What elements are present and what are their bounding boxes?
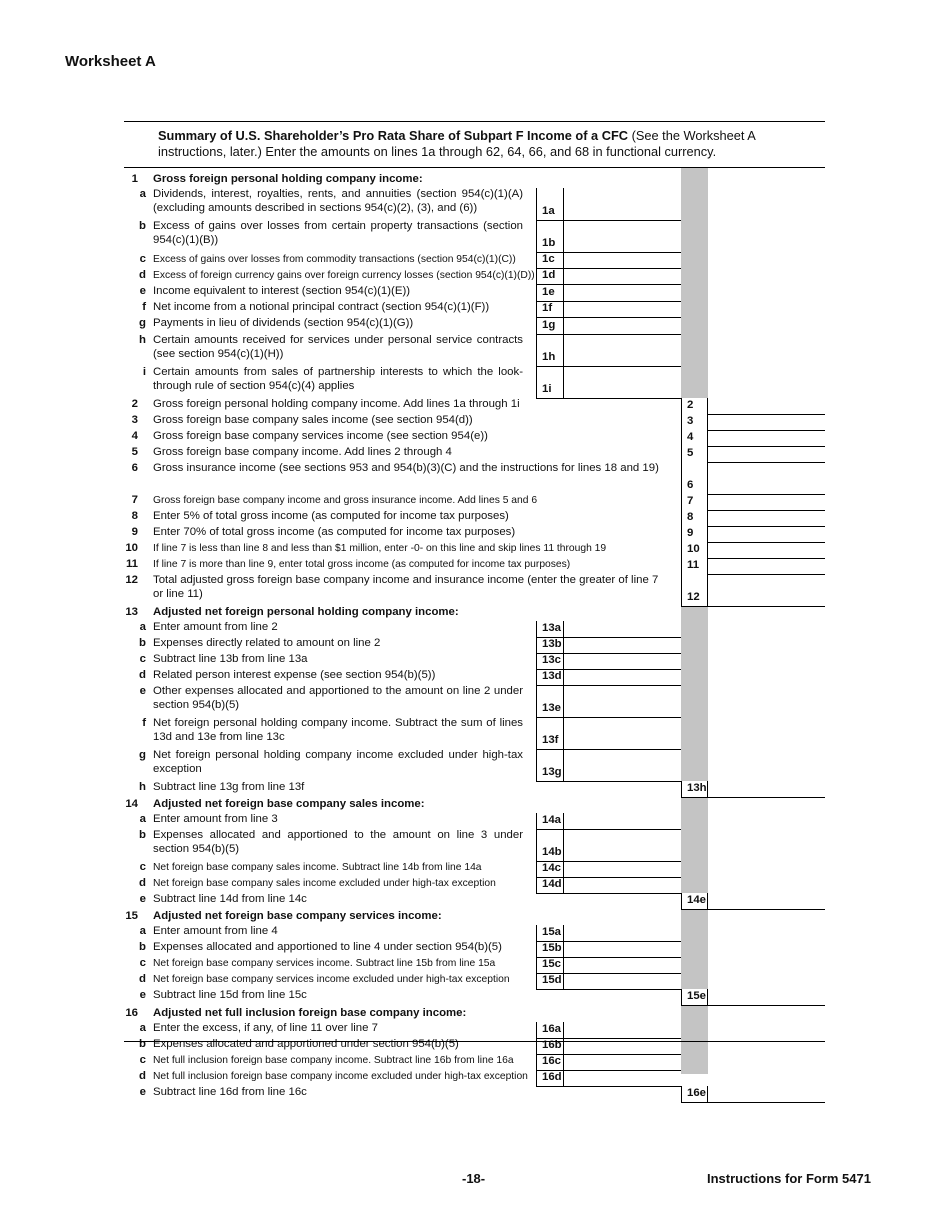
line-letter: c [139, 653, 146, 665]
line-letter: d [139, 669, 146, 681]
box-label-text: 1c [542, 253, 555, 266]
amount-entry-field[interactable] [536, 925, 681, 942]
line-letter: h [139, 781, 146, 793]
line-1h [124, 334, 825, 366]
line-description: Excess of gains over losses from certain property transactions (section 954(c)(1)(B)) [153, 220, 523, 246]
amount-entry-field[interactable] [536, 253, 681, 269]
amount-entry-field[interactable] [536, 973, 681, 990]
box-label-text: 15e [687, 990, 707, 1003]
line-letter: b [139, 637, 146, 649]
line-description: Gross foreign base company income. Add lines 2 through 4 [153, 446, 452, 458]
line-description: Expenses allocated and apportioned under section 954(b)(5) [153, 1038, 459, 1050]
box-label [537, 669, 564, 685]
line-6 [124, 462, 825, 494]
box-label-text: 1b [542, 237, 556, 250]
line-13a [124, 621, 825, 637]
line-15 [124, 910, 825, 924]
line-13c [124, 653, 825, 669]
line-description: Net foreign personal holding company income excluded under high-tax exception [153, 749, 523, 775]
line-letter: a [139, 1022, 146, 1034]
line-description: Payments in lieu of dividends (section 954(c)(1)(G)) [153, 317, 414, 329]
box-label-text: 5 [687, 447, 694, 460]
line-description: Dividends, interest, royalties, rents, and annuities (section 954(c)(1)(A) (excluding amounts described in sections 954(c)(2), (3), and (6)) [153, 188, 523, 214]
box-label [537, 973, 564, 989]
amount-entry-field[interactable] [536, 188, 681, 221]
box-label [537, 1054, 564, 1070]
box-label-text: 14d [542, 878, 562, 891]
line-description: Total adjusted gross foreign base company income and insurance income (enter the greater of line 7 or line 11) [153, 574, 659, 600]
amount-entry-field[interactable] [681, 574, 825, 607]
amount-entry-field[interactable] [681, 430, 825, 447]
line-15c [124, 957, 825, 973]
box-label [537, 861, 564, 877]
amount-entry-field[interactable] [681, 462, 825, 495]
line-16e [124, 1086, 825, 1102]
box-label [537, 637, 564, 653]
box-label [537, 366, 564, 398]
line-letter: e [139, 1086, 146, 1098]
line-description: Net foreign personal holding company income. Subtract the sum of lines 13d and 13e from line 13c [153, 717, 523, 743]
box-label [537, 285, 564, 301]
line-letter: b [139, 1038, 146, 1050]
line-letter: c [139, 861, 146, 873]
line-description: Excess of foreign currency gains over foreign currency losses (section 954(c)(1)(D)) [153, 270, 535, 281]
line-description: Income equivalent to interest (section 954(c)(1)(E)) [153, 285, 411, 297]
amount-entry-field[interactable] [681, 542, 825, 559]
box-label-text: 1i [542, 383, 552, 396]
amount-entry-field[interactable] [681, 893, 825, 910]
box-label [681, 414, 708, 430]
box-label-text: 13b [542, 638, 562, 651]
line-description: Enter the excess, if any, of line 11 over line 7 [153, 1022, 378, 1034]
line-number: 5 [131, 446, 138, 458]
line-description: Expenses allocated and apportioned to line 4 under section 954(b)(5) [153, 941, 502, 953]
box-label [537, 813, 564, 829]
box-label-text: 14c [542, 862, 562, 875]
line-description: Subtract line 14d from line 14c [153, 893, 307, 905]
line-letter: d [139, 973, 146, 985]
amount-entry-field[interactable] [681, 510, 825, 527]
line-description: Expenses directly related to amount on line 2 [153, 637, 381, 649]
box-label [537, 749, 564, 781]
line-number: 13 [125, 606, 138, 618]
line-letter: c [139, 1054, 146, 1066]
line-letter: b [139, 220, 146, 232]
line-13h [124, 781, 825, 797]
line-letter: g [139, 317, 146, 329]
box-label-text: 16a [542, 1023, 562, 1036]
line-1b [124, 220, 825, 252]
line-description: Subtract line 16d from line 16c [153, 1086, 307, 1098]
line-description: Other expenses allocated and apportioned to the amount on line 2 under section 954(b)(5) [153, 685, 523, 711]
line-11 [124, 558, 825, 574]
box-label [537, 941, 564, 957]
line-description: Net foreign base company services income. Subtract line 15b from line 15a [153, 958, 496, 969]
amount-entry-field[interactable] [536, 669, 681, 686]
amount-entry-field[interactable] [681, 398, 825, 415]
amount-entry-field[interactable] [536, 877, 681, 894]
amount-entry-field[interactable] [681, 446, 825, 463]
box-label [537, 717, 564, 749]
amount-entry-field[interactable] [681, 494, 825, 511]
line-13 [124, 606, 825, 620]
line-14e [124, 893, 825, 909]
amount-entry-field[interactable] [681, 414, 825, 431]
line-letter: e [139, 989, 146, 1001]
box-label-text: 1h [542, 351, 556, 364]
line-letter: f [142, 717, 146, 729]
box-label [537, 188, 564, 220]
line-letter: a [139, 621, 146, 633]
line-description: Adjusted net full inclusion foreign base company income: [153, 1007, 467, 1019]
line-letter: b [139, 941, 146, 953]
line-letter: e [139, 285, 146, 297]
line-1g [124, 317, 825, 334]
box-label [537, 301, 564, 317]
box-label [681, 1086, 708, 1102]
box-label-text: 9 [687, 527, 694, 540]
line-description: Net income from a notional principal contract (section 954(c)(1)(F)) [153, 301, 490, 313]
box-label [681, 893, 708, 909]
form-name: Instructions for Form 5471 [707, 1171, 871, 1186]
form-bottom-rule [124, 1041, 825, 1042]
amount-entry-field[interactable] [536, 941, 681, 958]
box-label [681, 574, 708, 606]
box-label-text: 15c [542, 958, 562, 971]
line-description: Gross foreign base company income and gross insurance income. Add lines 5 and 6 [153, 495, 538, 506]
box-label [537, 253, 564, 268]
worksheet-header [124, 121, 825, 168]
line-letter: f [142, 301, 146, 313]
box-label [537, 334, 564, 366]
line-4 [124, 430, 825, 446]
box-label-text: 15b [542, 942, 562, 955]
line-14c [124, 861, 825, 877]
box-label [537, 621, 564, 637]
line-16a [124, 1022, 825, 1038]
box-label [537, 925, 564, 941]
line-14b [124, 829, 825, 861]
line-description: Enter amount from line 4 [153, 925, 278, 937]
box-label [681, 989, 708, 1005]
box-label-text: 4 [687, 431, 694, 444]
line-1f [124, 301, 825, 317]
line-number: 14 [125, 798, 138, 810]
box-label-text: 14a [542, 814, 562, 827]
box-label [537, 877, 564, 893]
line-letter: d [139, 269, 146, 281]
amount-entry-field[interactable] [536, 829, 681, 862]
box-label [537, 269, 564, 284]
box-label-text: 7 [687, 495, 694, 508]
line-letter: i [142, 366, 146, 378]
box-label [537, 1070, 564, 1086]
line-description: Enter amount from line 2 [153, 621, 278, 633]
line-13g [124, 749, 825, 781]
box-label [537, 829, 564, 861]
box-label [681, 398, 708, 414]
line-14d [124, 877, 825, 893]
line-7 [124, 494, 825, 510]
box-label-text: 16d [542, 1071, 562, 1084]
line-13d [124, 669, 825, 685]
box-label-text: 1d [542, 269, 556, 282]
header-instructions: (See the Worksheet A instructions, later.) Enter the amounts on lines 1a through 62, 64, 66, and 68 in functional currency. [158, 128, 756, 159]
amount-entry-field[interactable] [536, 1022, 681, 1039]
box-label-text: 13c [542, 654, 562, 667]
box-label [681, 781, 708, 797]
line-description: Gross foreign base company services income (see section 954(e)) [153, 430, 488, 442]
line-10 [124, 542, 825, 558]
line-1c [124, 253, 825, 268]
line-description: Subtract line 15d from line 15c [153, 989, 307, 1001]
line-number: 3 [131, 414, 138, 426]
amount-entry-field[interactable] [536, 334, 681, 367]
line-1 [124, 173, 825, 187]
line-number: 15 [125, 910, 138, 922]
line-items [124, 168, 825, 1100]
amount-entry-field[interactable] [536, 861, 681, 878]
box-label-text: 13f [542, 734, 559, 747]
line-number: 7 [131, 494, 138, 506]
box-label-text: 13a [542, 622, 562, 635]
box-label-text: 13g [542, 766, 562, 779]
line-number: 1 [131, 173, 138, 185]
line-description: Gross foreign personal holding company income: [153, 173, 423, 185]
line-number: 11 [125, 558, 138, 570]
amount-entry-field[interactable] [681, 1086, 825, 1103]
line-description: Adjusted net foreign base company sales income: [153, 798, 425, 810]
line-description: Excess of gains over losses from commodity transactions (section 954(c)(1)(C)) [153, 254, 516, 265]
line-description: Net foreign base company services income excluded under high-tax exception [153, 974, 510, 985]
amount-entry-field[interactable] [536, 813, 681, 830]
amount-entry-field[interactable] [536, 749, 681, 782]
line-description: Expenses allocated and apportioned to the amount on line 3 under section 954(b)(5) [153, 829, 523, 855]
line-description: Net foreign base company sales income excluded under high-tax exception [153, 878, 496, 889]
amount-entry-field[interactable] [681, 526, 825, 543]
box-label [537, 685, 564, 717]
line-description: Enter 70% of total gross income (as computed for income tax purposes) [153, 526, 516, 538]
worksheet-form [124, 121, 825, 1100]
box-label-text: 16b [542, 1039, 562, 1052]
box-label-text: 13d [542, 670, 562, 683]
line-number: 9 [131, 526, 138, 538]
line-number: 4 [131, 430, 138, 442]
amount-entry-field[interactable] [681, 989, 825, 1006]
line-1d [124, 269, 825, 284]
line-letter: a [139, 188, 146, 200]
line-letter: e [139, 893, 146, 905]
line-letter: c [139, 957, 146, 969]
line-description: Related person interest expense (see section 954(b)(5)) [153, 669, 436, 681]
box-label-text: 15a [542, 926, 562, 939]
line-1a [124, 188, 825, 220]
amount-entry-field[interactable] [536, 1054, 681, 1071]
amount-entry-field[interactable] [536, 1070, 681, 1087]
line-3 [124, 414, 825, 430]
amount-entry-field[interactable] [681, 781, 825, 798]
line-description: Enter amount from line 3 [153, 813, 278, 825]
line-description: Certain amounts from sales of partnership interests to which the look-through rule of section 954(c)(4) applies [153, 366, 523, 392]
line-15d [124, 973, 825, 989]
box-label-text: 15d [542, 974, 562, 987]
line-description: Enter 5% of total gross income (as computed for income tax purposes) [153, 510, 509, 522]
box-label [681, 494, 708, 510]
box-label-text: 16e [687, 1087, 707, 1100]
line-14 [124, 798, 825, 812]
line-14a [124, 813, 825, 829]
box-label-text: 8 [687, 511, 694, 524]
line-description: Gross insurance income (see sections 953 and 954(b)(3)(C) and the instructions for lines 18 and 19) [153, 462, 659, 474]
line-description: Gross foreign base company sales income (see section 954(d)) [153, 414, 473, 426]
box-label-text: 14b [542, 846, 562, 859]
line-number: 8 [131, 510, 138, 522]
amount-entry-field[interactable] [536, 957, 681, 974]
box-label-text: 14e [687, 894, 707, 907]
line-15b [124, 941, 825, 957]
amount-entry-field[interactable] [536, 717, 681, 750]
line-letter: c [139, 253, 146, 265]
amount-entry-field[interactable] [536, 220, 681, 253]
box-label-text: 11 [687, 559, 700, 572]
box-label [681, 510, 708, 526]
amount-entry-field[interactable] [536, 366, 681, 399]
box-label-text: 12 [687, 591, 700, 604]
line-9 [124, 526, 825, 542]
box-label-text: 1f [542, 302, 553, 315]
box-label-text: 1e [542, 286, 555, 299]
box-label-text: 13e [542, 702, 562, 715]
line-8 [124, 510, 825, 526]
header-title: Summary of U.S. Shareholder’s Pro Rata Share of Subpart F Income of a CFC [158, 128, 629, 143]
box-label-text: 16c [542, 1055, 562, 1068]
line-letter: b [139, 829, 146, 841]
line-description: Gross foreign personal holding company income. Add lines 1a through 1i [153, 398, 520, 410]
box-label [681, 446, 708, 462]
box-label-text: 1a [542, 205, 555, 218]
box-label [537, 957, 564, 973]
amount-entry-field[interactable] [536, 317, 681, 335]
box-label-text: 6 [687, 479, 694, 492]
line-description: Certain amounts received for services under personal service contracts (see section 954(c)(1)(H)) [153, 334, 523, 360]
line-1e [124, 285, 825, 301]
line-letter: d [139, 1070, 146, 1082]
line-letter: e [139, 685, 146, 697]
amount-entry-field[interactable] [536, 621, 681, 638]
worksheet-title: Worksheet A [65, 53, 156, 70]
line-number: 12 [125, 574, 138, 586]
line-15e [124, 989, 825, 1005]
page-number: -18- [462, 1171, 486, 1186]
line-5 [124, 446, 825, 462]
line-description: Net full inclusion foreign base company income excluded under high-tax exception [153, 1071, 528, 1082]
amount-entry-field[interactable] [536, 637, 681, 654]
line-description: If line 7 is less than line 8 and less than $1 million, enter -0- on this line and skip lines 11 through 19 [153, 543, 607, 554]
line-letter: h [139, 334, 146, 346]
line-number: 2 [131, 398, 138, 410]
line-16d [124, 1070, 825, 1086]
line-1i [124, 366, 825, 398]
box-label-text: 13h [687, 782, 707, 795]
line-15a [124, 925, 825, 941]
line-12 [124, 574, 825, 606]
line-description: Subtract line 13g from line 13f [153, 781, 305, 793]
box-label [681, 526, 708, 542]
line-13f [124, 717, 825, 749]
line-number: 16 [125, 1007, 138, 1019]
line-description: Net full inclusion foreign base company income. Subtract line 16b from line 16a [153, 1055, 514, 1066]
line-description: Net foreign base company sales income. Subtract line 14b from line 14a [153, 862, 482, 873]
box-label [681, 430, 708, 446]
box-label-text: 1g [542, 319, 556, 332]
box-label [537, 653, 564, 669]
line-2 [124, 398, 825, 414]
line-letter: d [139, 877, 146, 889]
box-label [681, 542, 708, 558]
amount-entry-field[interactable] [536, 285, 681, 302]
box-label-text: 10 [687, 543, 700, 556]
line-description: Subtract line 13b from line 13a [153, 653, 308, 665]
box-label [537, 317, 564, 334]
line-16 [124, 1007, 825, 1021]
line-number: 6 [131, 462, 138, 474]
line-letter: a [139, 925, 146, 937]
line-letter: a [139, 813, 146, 825]
line-13b [124, 637, 825, 653]
line-number: 10 [125, 542, 138, 554]
line-letter: g [139, 749, 146, 761]
amount-entry-field[interactable] [536, 653, 681, 670]
line-description: Adjusted net foreign personal holding company income: [153, 606, 459, 618]
line-description: Adjusted net foreign base company services income: [153, 910, 442, 922]
box-label-text: 3 [687, 415, 694, 428]
amount-entry-field[interactable] [536, 301, 681, 318]
box-label-text: 2 [687, 399, 694, 412]
amount-entry-field[interactable] [681, 558, 825, 575]
line-13e [124, 685, 825, 717]
amount-entry-field[interactable] [536, 685, 681, 718]
line-16c [124, 1054, 825, 1070]
box-label [681, 558, 708, 574]
box-label [537, 1022, 564, 1038]
box-label [537, 220, 564, 252]
line-description: If line 7 is more than line 9, enter total gross income (as computed for income tax purposes) [153, 559, 571, 570]
box-label [681, 462, 708, 494]
amount-entry-field[interactable] [536, 269, 681, 285]
